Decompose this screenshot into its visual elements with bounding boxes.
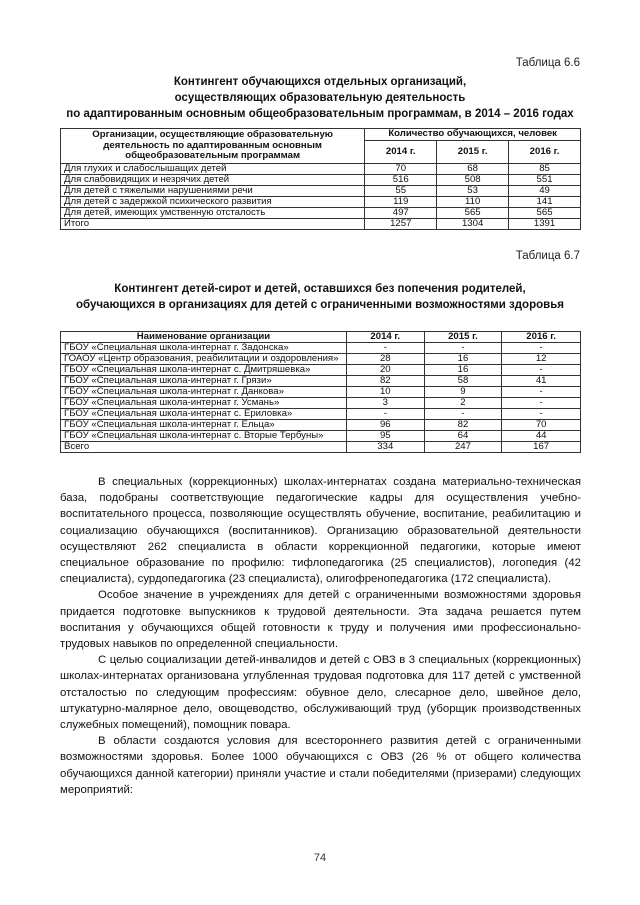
row-name: ГБОУ «Специальная школа-интернат с. Ериловка» — [61, 409, 347, 420]
row-name: ГБОУ «Специальная школа-интернат г. Усмань» — [61, 398, 347, 409]
table-6-7 — [60, 331, 581, 453]
paragraph: С целью социализации детей-инвалидов и детей с ОВЗ в 3 специальных (коррекционных) школах-интернатах организована углубленная трудовая подготовка для 117 детей с умственной отсталостью по следующим профессиям: обувное дело, слесарное дело, швейное дело, штукатурно-малярное дело, овощеводство, обслуживающий труд (уборщик производственных служебных помещений), помощник повара. — [60, 654, 581, 732]
table-header-row — [61, 129, 581, 141]
table1-caption — [60, 74, 580, 122]
row-name: Для детей, имеющих умственную отсталость — [61, 207, 365, 218]
cell-2015: 16 — [424, 365, 502, 376]
caption-line: осуществляющих образовательную деятельность — [174, 92, 466, 104]
cell-2016: 85 — [509, 163, 581, 174]
table-header-row — [61, 332, 581, 343]
paragraph: В специальных (коррекционных) школах-интернатах создана материально-техническая база, подобраны соответствующие педагогические кадры для осуществления учебно-воспитательного процесса, позволяющие осуществлять обучение, воспитание, реабилитацию и социализацию обучающихся (воспитанников). Организацию образовательной деятельности осуществляют 262 специалиста в области коррекционной педагогики, которые имеют специальное образование по профилю: тифлопедагогика (25 специалистов), логопедия (42 специалиста), сурдопедагогика (23 специалиста), олигофренопедагогика (172 специалиста). — [60, 476, 581, 586]
table-row — [61, 376, 581, 387]
cell-2014: - — [346, 343, 424, 354]
table-row — [61, 409, 581, 420]
table-row — [61, 420, 581, 431]
table-row — [61, 365, 581, 376]
cell-2016: - — [502, 409, 581, 420]
header-org-column: Организации, осуществляющие образовательную деятельность по адаптированным основным общеобразовательным программам — [61, 129, 365, 164]
table-row-total — [61, 218, 581, 229]
cell-2016: 41 — [502, 376, 581, 387]
cell-2014: 497 — [365, 207, 437, 218]
cell-2014: - — [346, 409, 424, 420]
cell-2015: 247 — [424, 442, 502, 453]
cell-2016: - — [502, 343, 581, 354]
cell-2015: 508 — [437, 174, 509, 185]
paragraph: Особое значение в учреждениях для детей с ограниченными возможностями здоровья придается подготовке выпускников к трудовой деятельности. Эта задача решается путем воспитания у обучающихся общей готовности к труду и получения ими профессионально-трудовых навыков по определенной специальности. — [60, 589, 581, 651]
page-number: 74 — [313, 852, 327, 864]
row-name: ГБОУ «Специальная школа-интернат г. Данкова» — [61, 387, 347, 398]
table-label-6-7: Таблица 6.7 — [515, 250, 580, 262]
table-row — [61, 431, 581, 442]
header-year: 2014 г. — [346, 332, 424, 343]
table-row-total — [61, 442, 581, 453]
cell-2015: 2 — [424, 398, 502, 409]
cell-2016: 49 — [509, 185, 581, 196]
cell-2016: 1391 — [509, 218, 581, 229]
cell-2014: 28 — [346, 354, 424, 365]
table-row — [61, 387, 581, 398]
header-year: 2015 г. — [437, 140, 509, 163]
cell-2015: 82 — [424, 420, 502, 431]
cell-2014: 70 — [365, 163, 437, 174]
row-name: Для детей с тяжелыми нарушениями речи — [61, 185, 365, 196]
cell-2015: 58 — [424, 376, 502, 387]
cell-2016: 565 — [509, 207, 581, 218]
table-row — [61, 163, 581, 174]
header-year: 2016 г. — [509, 140, 581, 163]
table-row — [61, 196, 581, 207]
caption-line: Контингент обучающихся отдельных организаций, — [173, 76, 467, 88]
cell-2014: 119 — [365, 196, 437, 207]
header-year: 2016 г. — [502, 332, 581, 343]
row-name: ГБОУ «Специальная школа-интернат г. Задонска» — [61, 343, 347, 354]
caption-line: по адаптированным основным общеобразовательным программам, в 2014 – 2016 годах — [66, 108, 574, 120]
body-text — [60, 474, 581, 798]
row-name: Всего — [61, 442, 347, 453]
cell-2014: 1257 — [365, 218, 437, 229]
row-name: ГБОУ «Специальная школа-интернат с. Вторые Тербуны» — [61, 431, 347, 442]
table-row — [61, 174, 581, 185]
cell-2016: - — [502, 398, 581, 409]
cell-2016: 12 — [502, 354, 581, 365]
cell-2015: 565 — [437, 207, 509, 218]
row-name: Итого — [61, 218, 365, 229]
row-name: Для слабовидящих и незрячих детей — [61, 174, 365, 185]
cell-2016: 141 — [509, 196, 581, 207]
cell-2016: 44 — [502, 431, 581, 442]
cell-2016: - — [502, 387, 581, 398]
header-group: Количество обучающихся, человек — [365, 129, 581, 141]
row-name: ГБОУ «Специальная школа-интернат г. Грязи» — [61, 376, 347, 387]
row-name: ГБОУ «Специальная школа-интернат с. Дмитряшевка» — [61, 365, 347, 376]
cell-2015: - — [424, 343, 502, 354]
caption-line: обучающихся в организациях для детей с ограниченными возможностями здоровья — [76, 299, 564, 311]
table-row — [61, 354, 581, 365]
header-year: 2014 г. — [365, 140, 437, 163]
table-row — [61, 398, 581, 409]
table-6-6 — [60, 128, 581, 230]
cell-2014: 82 — [346, 376, 424, 387]
table-row — [61, 185, 581, 196]
table-label-6-6: Таблица 6.6 — [515, 57, 580, 69]
cell-2014: 55 — [365, 185, 437, 196]
cell-2015: 1304 — [437, 218, 509, 229]
cell-2014: 334 — [346, 442, 424, 453]
cell-2016: 551 — [509, 174, 581, 185]
table-row — [61, 343, 581, 354]
cell-2015: 53 — [437, 185, 509, 196]
row-name: ГБОУ «Специальная школа-интернат г. Ельца» — [61, 420, 347, 431]
paragraph: В области создаются условия для всестороннего развития детей с ограниченными возможностями здоровья. Более 1000 обучающихся с ОВЗ (26 % от общего количества обучающихся данной категории) приняли участие и стали победителями (призерами) следующих мероприятий: — [60, 735, 581, 796]
header-year: 2015 г. — [424, 332, 502, 343]
cell-2014: 95 — [346, 431, 424, 442]
header-org-column: Наименование организации — [61, 332, 347, 343]
cell-2014: 10 — [346, 387, 424, 398]
cell-2014: 20 — [346, 365, 424, 376]
row-name: ГОАОУ «Центр образования, реабилитации и оздоровления» — [61, 354, 347, 365]
cell-2015: 64 — [424, 431, 502, 442]
cell-2016: 167 — [502, 442, 581, 453]
table2-caption — [60, 281, 580, 313]
cell-2015: 16 — [424, 354, 502, 365]
table-row — [61, 207, 581, 218]
cell-2014: 516 — [365, 174, 437, 185]
cell-2015: 9 — [424, 387, 502, 398]
cell-2016: - — [502, 365, 581, 376]
cell-2014: 3 — [346, 398, 424, 409]
cell-2014: 96 — [346, 420, 424, 431]
row-name: Для детей с задержкой психического развития — [61, 196, 365, 207]
cell-2015: 68 — [437, 163, 509, 174]
cell-2015: 110 — [437, 196, 509, 207]
row-name: Для глухих и слабослышащих детей — [61, 163, 365, 174]
cell-2015: - — [424, 409, 502, 420]
cell-2016: 70 — [502, 420, 581, 431]
caption-line: Контингент детей-сирот и детей, оставшихся без попечения родителей, — [114, 283, 526, 295]
